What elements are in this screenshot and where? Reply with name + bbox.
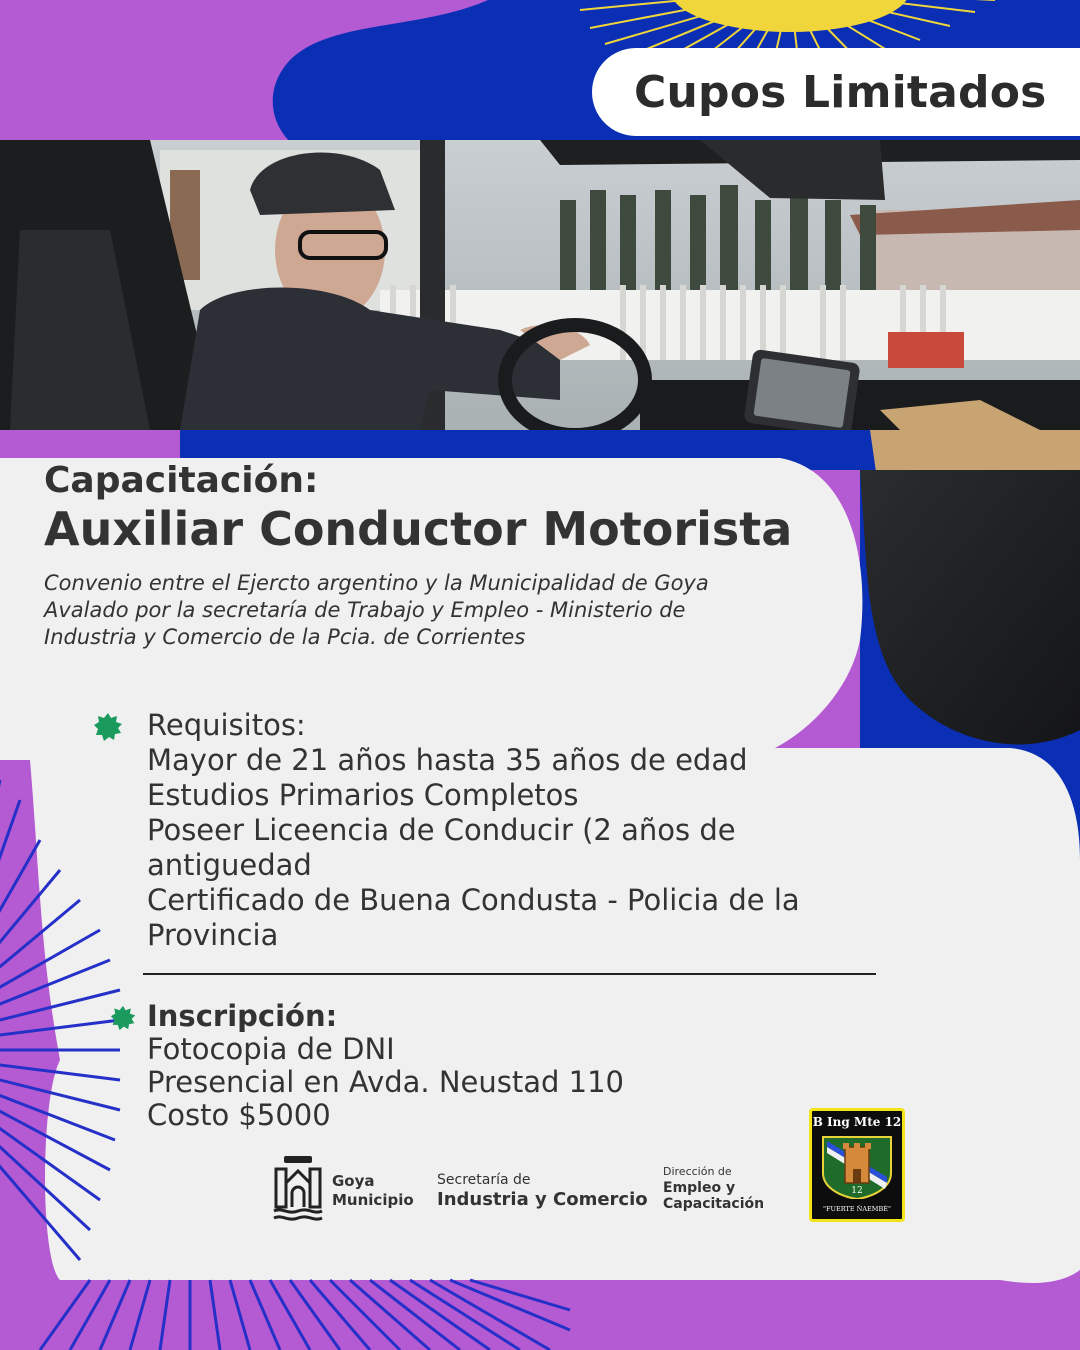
castle-crest-icon <box>821 1133 893 1199</box>
empleo-logo-line: Capacitación <box>663 1196 765 1212</box>
requirement-item: Provincia <box>147 918 279 952</box>
battalion-badge-logo <box>809 1108 905 1222</box>
agreement-line: Convenio entre el Ejercto argentino y la Municipalidad de Goya <box>44 571 709 595</box>
requirement-item: Certificado de Buena Condusta - Policia de la <box>147 883 800 917</box>
direccion-empleo-logo <box>663 1164 764 1212</box>
secretaria-logo-line: Secretaría de <box>437 1172 531 1188</box>
requirements-section <box>147 708 800 953</box>
goya-logo-line: Municipio <box>332 1191 414 1209</box>
limited-spots-badge <box>592 48 1080 136</box>
secretaria-industria-logo <box>437 1170 648 1210</box>
green-star-bullet-icon <box>93 712 123 742</box>
requirements-title: Requisitos: <box>147 708 306 742</box>
green-star-bullet-icon <box>110 1005 136 1031</box>
registration-section <box>147 1000 624 1132</box>
empleo-logo-line: Empleo y <box>663 1180 736 1196</box>
section-divider <box>143 973 876 975</box>
goya-logo-line: Goya <box>332 1172 375 1190</box>
goya-building-logo-icon <box>272 1153 324 1225</box>
empleo-logo-line: Dirección de <box>663 1165 732 1178</box>
badge-label: Cupos Limitados <box>634 66 1047 118</box>
registration-item: Costo $5000 <box>147 1098 331 1132</box>
agreement-line: Industria y Comercio de la Pcia. de Corrientes <box>44 625 526 649</box>
requirement-item: antiguedad <box>147 848 312 882</box>
battalion-badge-title: B Ing Mte 12 <box>812 1115 902 1129</box>
course-title: Auxiliar Conductor Motorista <box>44 502 793 556</box>
driver-photo <box>0 140 1080 437</box>
requirement-item: Poseer Liceencia de Conducir (2 años de <box>147 813 736 847</box>
course-type-label: Capacitación: <box>44 460 319 501</box>
goya-municipio-logo <box>332 1172 414 1210</box>
requirement-item: Estudios Primarios Completos <box>147 778 579 812</box>
battalion-motto: "FUERTE ÑAEMBÉ" <box>823 1205 891 1213</box>
agreement-note <box>44 570 804 651</box>
requirement-item: Mayor de 21 años hasta 35 años de edad <box>147 743 748 777</box>
registration-item: Fotocopia de DNI <box>147 1032 395 1066</box>
registration-item: Presencial en Avda. Neustad 110 <box>147 1065 624 1099</box>
registration-title: Inscripción: <box>147 999 338 1033</box>
agreement-line: Avalado por la secretaría de Trabajo y Empleo - Ministerio de <box>44 598 686 622</box>
battalion-number: 12 <box>851 1186 863 1196</box>
secretaria-logo-line: Industria y Comercio <box>437 1189 648 1210</box>
